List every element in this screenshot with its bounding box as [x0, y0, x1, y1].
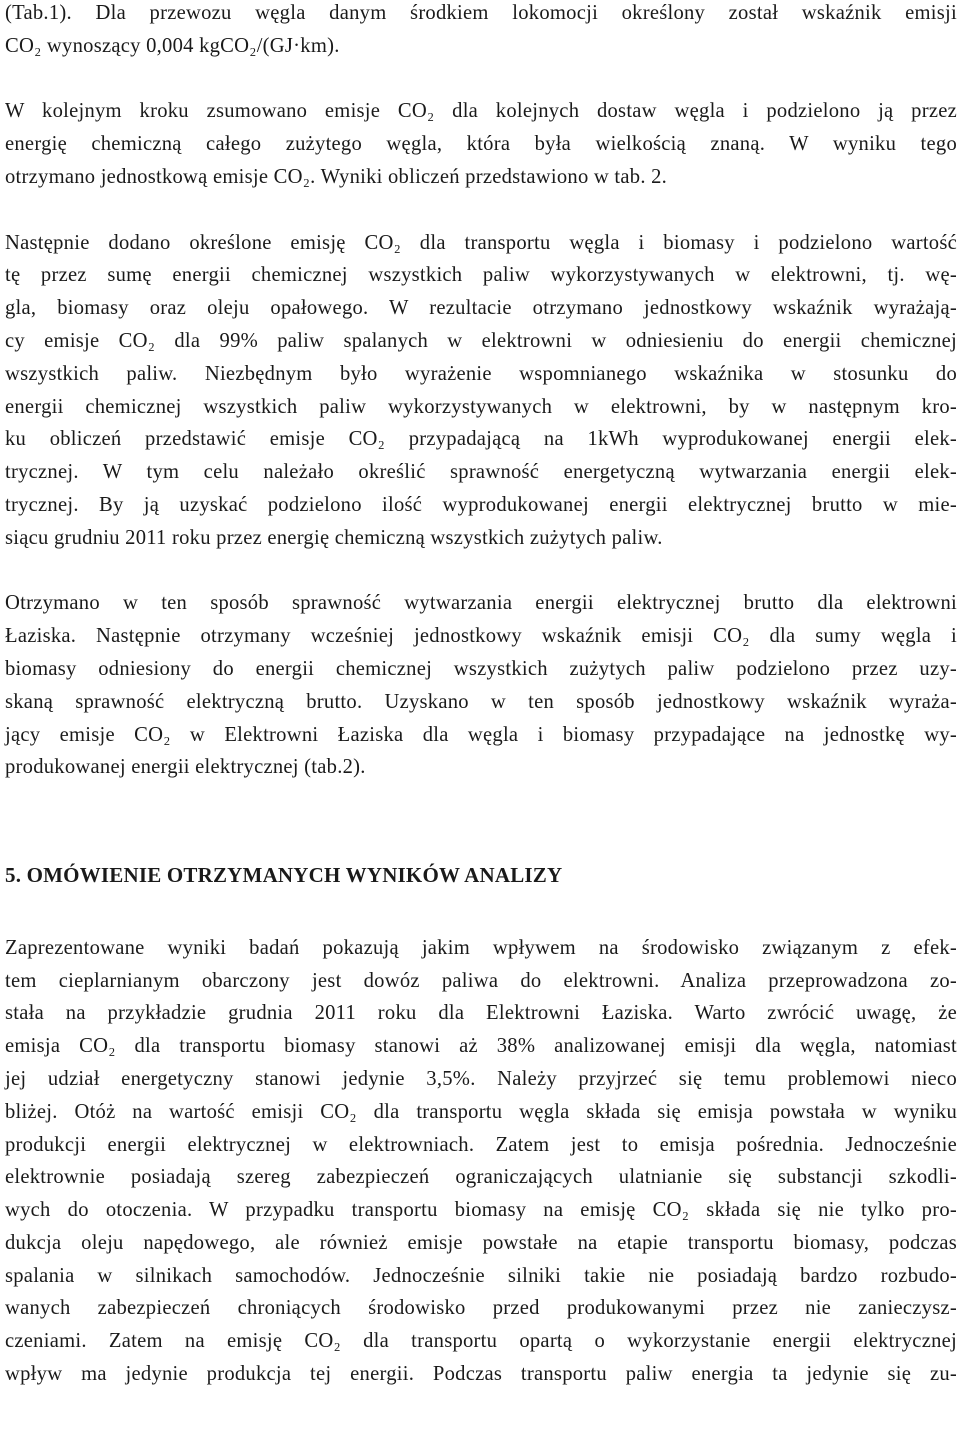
text-line: bliżej. Otóż na wartość emisji CO₂ dla transportu węgla składa się emisja powstała w wyniku — [5, 1100, 957, 1123]
text-line: Łaziska. Następnie otrzymany wcześniej jednostkowy wskaźnik emisji CO₂ dla sumy węgla i — [5, 625, 957, 648]
text-line: wszystkich paliw. Niezbędnym było wyrażenie wspomnianego wskaźnika w stosunku do — [5, 362, 957, 385]
text-line: emisja CO₂ dla transportu biomasy stanowi aż 38% analizowanej emisji dla węgla, natomiast — [5, 1035, 957, 1058]
text-line: skaną sprawność elektryczną brutto. Uzyskano w ten sposób jednostkowy wskaźnik wyraża- — [5, 690, 957, 713]
text-line: produkowanej energii elektrycznej (tab.2). — [5, 756, 366, 779]
text-line: elektrownie posiadają szereg zabezpieczeń ograniczających ulatnianie się substancji szkodli- — [5, 1166, 957, 1189]
text-line: W kolejnym kroku zsumowano emisje CO₂ dla kolejnych dostaw węgla i podzielono ją przez — [5, 100, 957, 123]
text-line: wanych zabezpieczeń chroniących środowisko przed produkowanymi przez nie zanieczysz- — [5, 1297, 957, 1320]
text-line: wpływ ma jedynie produkcja tej energii. Podczas transportu paliw energia ta jedynie się zu- — [5, 1363, 957, 1386]
text-line: biomasy odniesiony do energii chemicznej wszystkich zużytych paliw podzielono przez uzy- — [5, 657, 957, 680]
text-line: trycznej. W tym celu należało określić sprawność energetyczną wytwarzania energii elek- — [5, 461, 957, 484]
text-line: ku obliczeń przedstawić emisje CO₂ przypadającą na 1kWh wyprodukowanej energii elek- — [5, 428, 957, 451]
section-spacer — [5, 784, 957, 826]
text-line: trycznej. By ją uzyskać podzielono ilość wyprodukowanej energii elektrycznej brutto w mie- — [5, 493, 957, 516]
text-line: stała na przykładzie grudnia 2011 roku dla Elektrowni Łaziska. Warto zwrócić uwagę, że — [5, 1002, 957, 1025]
paragraph-tab1-continuation — [5, 0, 957, 63]
text-line: energii chemicznej wszystkich paliw wykorzystywanych w elektrowni, by w następnym kro- — [5, 395, 957, 418]
text-line: dukcja oleju napędowego, ale również emisje powstałe na etapie transportu biomasy, podczas — [5, 1231, 957, 1254]
paragraph-efficiency — [5, 587, 957, 784]
heading-spacer — [5, 892, 957, 932]
paragraph-spacer — [5, 194, 957, 227]
text-line: otrzymano jednostkową emisje CO₂. Wyniki obliczeń przedstawiono w tab. 2. — [5, 165, 668, 188]
text-line: tę przez sumę energii chemicznej wszystkich paliw wykorzystywanych w elektrowni, tj. wę- — [5, 264, 957, 287]
section-heading: 5. OMÓWIENIE OTRZYMANYCH WYNIKÓW ANALIZY — [5, 862, 563, 887]
text-line: gla, biomasy oraz oleju opałowego. W rezultacie otrzymano jednostkowy wskaźnik wyrażają- — [5, 297, 957, 320]
paragraph-results-discussion — [5, 932, 957, 1391]
text-line: jący emisje CO₂ w Elektrowni Łaziska dla węgla i biomasy przypadające na jednostkę wy- — [5, 723, 957, 746]
text-line: siącu grudniu 2011 roku przez energię chemiczną wszystkich zużytych paliw. — [5, 526, 663, 549]
text-line: jej udział energetyczny stanowi jedynie 3,5%. Należy przyjrzeć się temu problemowi nieco — [5, 1067, 957, 1090]
text-line: Następnie dodano określone emisję CO₂ dla transportu węgla i biomasy i podzielono wartość — [5, 231, 957, 254]
text-line: Zaprezentowane wyniki badań pokazują jakim wpływem na środowisko związanym z efek- — [5, 936, 957, 959]
text-line: produkcji energii elektrycznej w elektrowniach. Zatem jest to emisja pośrednia. Jednocześnie — [5, 1133, 957, 1156]
text-line: tem cieplarnianym obarczony jest dowóz paliwa do elektrowni. Analiza przeprowadzona zo- — [5, 969, 957, 992]
paragraph-spacer — [5, 555, 957, 588]
text-line: CO₂ wynoszący 0,004 kgCO₂/(GJ·km). — [5, 34, 340, 57]
text-line: Otrzymano w ten sposób sprawność wytwarzania energii elektrycznej brutto dla elektrowni — [5, 592, 957, 615]
paragraph-coal-emissions — [5, 95, 957, 193]
text-line: spalania w silnikach samochodów. Jednocześnie silniki takie nie posiadają bardzo rozbudo- — [5, 1264, 957, 1287]
document-page — [5, 0, 957, 1391]
text-line: wych do otoczenia. W przypadku transportu biomasy na emisję CO₂ składa się nie tylko pro- — [5, 1199, 957, 1222]
text-line: energię chemiczną całego zużytego węgla, która była wielkością znaną. W wyniku tego — [5, 133, 957, 156]
paragraph-transport-emissions — [5, 227, 957, 555]
section-spacer — [5, 826, 957, 859]
text-line: czeniami. Zatem na emisję CO₂ dla transportu opartą o wykorzystanie energii elektrycznej — [5, 1330, 957, 1353]
text-line: (Tab.1). Dla przewozu węgla danym środkiem lokomocji określony został wskaźnik emisji — [5, 2, 957, 24]
paragraph-spacer — [5, 63, 957, 96]
text-line: cy emisje CO₂ dla 99% paliw spalanych w elektrowni w odniesieniu do energii chemicznej — [5, 329, 957, 352]
